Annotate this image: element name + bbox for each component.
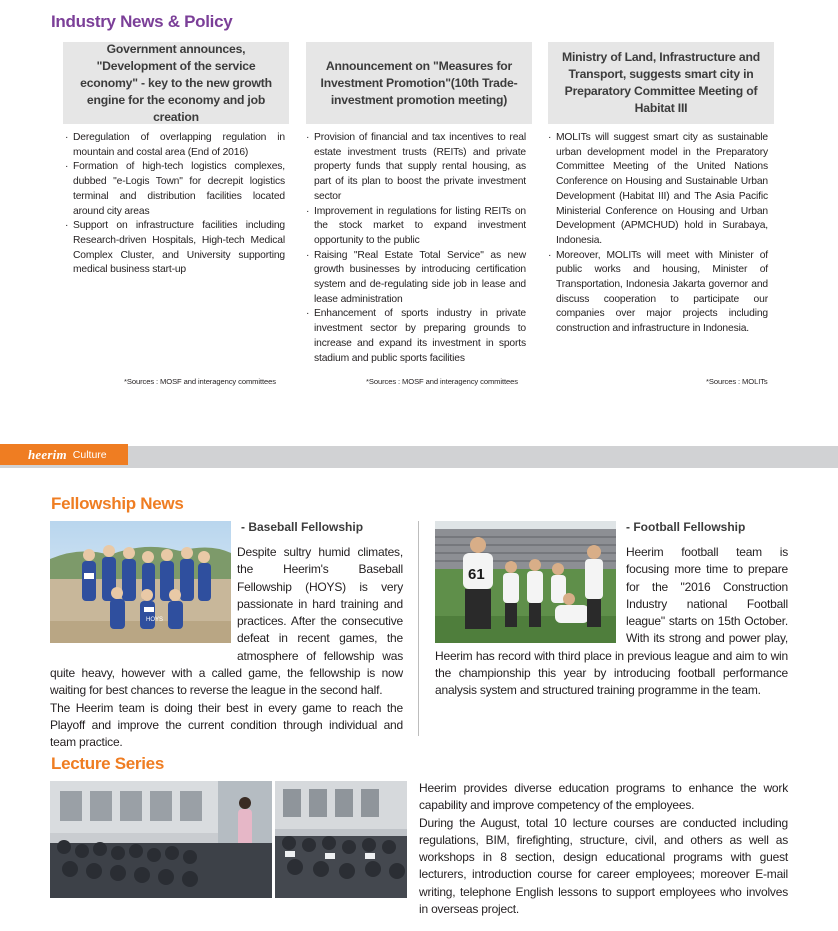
news-bullet: · Support on infrastructure facilities including Research-driven Hospitals, High-tech Medical Complex Cluster, and University supporting medical business start-up [65, 219, 285, 278]
column-divider [418, 521, 419, 736]
baseball-paragraph-2: The Heerim team is doing their best in every game to reach the Playoff and improve the current condition through individual and team practice. [50, 700, 403, 750]
jersey-text: HOYS [146, 617, 164, 623]
news-column-1 [63, 42, 289, 278]
section-label: Culture [72, 448, 107, 461]
news-bullet: · MOLITs will suggest smart city as sustainable urban development model in the Preparatory Committee Meeting of the United Nations Conference on Housing and Sustainable Urban Development (Habitat III) and The Asia Pacific Ministerial Conference on Housing and Urban Development (APMCHUD) hold in Surabaya, Indonesia. [548, 131, 768, 249]
football-paragraph: Heerim football team is focusing more time to prepare for the "2016 Construction Industry national Football league" starts on 15th October. With its strong and power play, Heerim has record with third place in previous league and aim to win the championship this year by introducing football performance analysis system and structured training programme in the team. [435, 545, 788, 698]
lecture-heading: Lecture Series [51, 754, 164, 773]
news-bullet: · Moreover, MOLITs will meet with Minister of public works and housing, Minister of Transportation, Indonesia Jakarta governor and discuss cooperation to participate our companies over major projects including construction and infrastructure in Indonesia. [548, 249, 768, 337]
baseball-subtitle: - Baseball Fellowship [241, 520, 364, 534]
baseball-paragraph-1: Despite sultry humid climates, the Heerim's Baseball Fellowship (HOYS) is very passionate in hard training and practices. After the consecutive defeat in recent games, the atmosphere of fellowship was quite heavy, however with a called game, the fellowship is now waiting for best chances to reverse the league in the second half. [50, 545, 403, 698]
fellowship-heading: Fellowship News [51, 494, 184, 513]
section-tag [0, 444, 128, 465]
football-text [435, 544, 788, 700]
lecture-paragraph-1: Heerim provides diverse education programs to enhance the work capability and improve competency of the employees. [419, 781, 788, 813]
source-note-2: *Sources : MOSF and interagency committees [366, 377, 518, 386]
football-subtitle: - Football Fellowship [626, 520, 746, 534]
lecture-photo-2 [275, 781, 407, 898]
lecture-paragraph-2: During the August, total 10 lecture courses are conducted including regulations, BIM, firefighting, structure, civil, and others as well as workshops in 8 section, design educational programs with guest lecturers, introduction course for career employees; moreover E-mail writing, telephone English lessons to support employees who involves in overseas project. [419, 815, 788, 917]
baseball-text [50, 544, 403, 752]
lecture-photo-1 [50, 781, 272, 898]
jersey-number: 61 [468, 566, 485, 583]
news-bullet: · Deregulation of overlapping regulation in mountain and costal area (End of 2016) [65, 131, 285, 160]
source-note-3: *Sources : MOLITs [706, 377, 768, 386]
news-title-1: Government announces, "Development of the service economy" - key to the new growth engine for the economy and job creation [63, 42, 289, 124]
news-bullet: · Enhancement of sports industry in private investment sector by preparing grounds to increase and expand its investment in sports stadium and public sports facilities [306, 307, 526, 366]
news-bullet: · Improvement in regulations for listing REITs on the stock market to expand investment opportunity to the public [306, 205, 526, 249]
source-note-1: *Sources : MOSF and interagency committees [124, 377, 276, 386]
news-title-2: Announcement on "Measures for Investment Promotion"(10th Trade-investment promotion meeting) [306, 42, 532, 124]
news-bullet: · Raising "Real Estate Total Service" as new growth businesses by introducing certification system and de-regulating side job in lease and lease administration [306, 249, 526, 308]
news-title-3: Ministry of Land, Infrastructure and Transport, suggests smart city in Preparatory Committee Meeting of Habitat III [548, 42, 774, 124]
news-bullet: · Formation of high-tech logistics complexes, dubbed "e-Logis Town" for decrepit logistics terminal and distribution facilities located around city areas [65, 160, 285, 219]
industry-heading: Industry News & Policy [51, 12, 233, 31]
news-bullet: · Provision of financial and tax incentives to real estate investment trusts (REITs) and private property funds that supply rental housing, as part of its plan to boost the private investment sector [306, 131, 526, 205]
news-column-3 [548, 42, 774, 337]
news-column-2 [306, 42, 532, 366]
brand-logo: heerim [28, 446, 67, 462]
lecture-text [419, 780, 788, 918]
